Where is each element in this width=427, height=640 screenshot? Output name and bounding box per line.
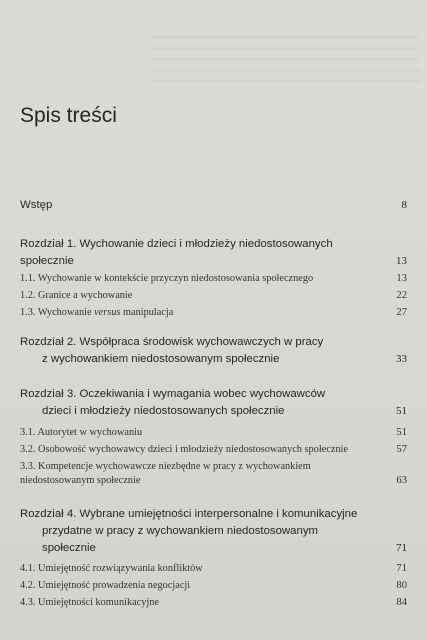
toc-label-part: 1.3. Wychowanie [20, 307, 95, 318]
toc-chapter-title-line: Rozdział 2. Współpraca środowisk wychowawczych w pracy [20, 336, 324, 348]
toc-entry-intro [20, 197, 407, 214]
toc-label-part: manipulacja [120, 307, 174, 318]
toc-entry-page: 71 [396, 563, 407, 574]
toc-section-3-2 [20, 443, 407, 457]
toc-section-3-3 [20, 460, 407, 488]
toc-label-emphasis: versus [94, 307, 121, 318]
page-title: Spis treści [20, 104, 117, 127]
toc-section-1-1 [20, 272, 407, 286]
bleed-through-text [150, 28, 420, 88]
toc-chapter-title-line: społecznie [20, 255, 74, 267]
toc-chapter-title-line: społecznie [42, 542, 96, 554]
toc-entry-page: 57 [396, 444, 407, 455]
toc-entry-page: 33 [396, 353, 407, 365]
toc-chapter-4 [20, 506, 407, 557]
toc-section-3-1 [20, 426, 407, 440]
toc-section-1-2 [20, 289, 407, 303]
toc-section-1-3 [20, 306, 407, 320]
toc-entry-page: 51 [396, 405, 407, 417]
toc-chapter-title-line: z wychowankiem niedostosowanym społecznie [42, 353, 280, 365]
toc-entry-label: 4.1. Umiejętność rozwiązywania konfliktów [20, 563, 203, 574]
toc-entry-label: 4.3. Umiejętności komunikacyjne [20, 597, 159, 608]
toc-entry-label: 4.2. Umiejętność prowadzenia negocjacji [20, 580, 191, 591]
toc-chapter-title-line: dzieci i młodzieży niedostosowanych społecznie [42, 405, 285, 417]
toc-chapter-title-line: Rozdział 1. Wychowanie dzieci i młodzieży niedostosowanych [20, 238, 333, 250]
toc-section-4-3 [20, 596, 407, 610]
toc-entry-label: 1.1. Wychowanie w kontekście przyczyn niedostosowania społecznego [20, 273, 314, 284]
toc-entry-page: 22 [396, 290, 407, 301]
toc-chapter-title-line: Rozdział 4. Wybrane umiejętności interpersonalne i komunikacyjne [20, 508, 358, 520]
toc-section-4-1 [20, 562, 407, 576]
toc-entry-label-line: niedostosowanym społecznie [20, 475, 141, 486]
toc-entry-page: 84 [396, 597, 407, 608]
toc-entry-label [20, 307, 173, 318]
toc-entry-page: 51 [396, 427, 407, 438]
toc-entry-label: 1.2. Granice a wychowanie [20, 290, 133, 301]
toc-entry-label-line: 3.3. Kompetencje wychowawcze niezbędne w pracy z wychowankiem [20, 461, 311, 472]
toc-entry-page: 8 [401, 199, 407, 211]
toc-entry-page: 13 [396, 255, 407, 267]
toc-chapter-3 [20, 386, 407, 420]
toc-entry-label: 3.1. Autorytet w wychowaniu [20, 427, 143, 438]
toc-entry-label: Wstęp [20, 199, 53, 211]
toc-entry-page: 63 [396, 475, 407, 486]
toc-chapter-2 [20, 334, 407, 368]
toc-section-4-2 [20, 579, 407, 593]
toc-chapter-title-line: Rozdział 3. Oczekiwania i wymagania wobec wychowawców [20, 388, 326, 400]
toc-chapter-1 [20, 236, 407, 270]
toc-entry-page: 71 [396, 542, 407, 554]
toc-entry-page: 27 [396, 307, 407, 318]
toc-entry-page: 80 [396, 580, 407, 591]
toc-chapter-title-line: przydatne w pracy z wychowankiem niedostosowanym [42, 525, 319, 537]
toc-entry-label: 3.2. Osobowość wychowawcy dzieci i młodzieży niedostosowanych społecznie [20, 444, 348, 455]
toc-entry-page: 13 [396, 273, 407, 284]
